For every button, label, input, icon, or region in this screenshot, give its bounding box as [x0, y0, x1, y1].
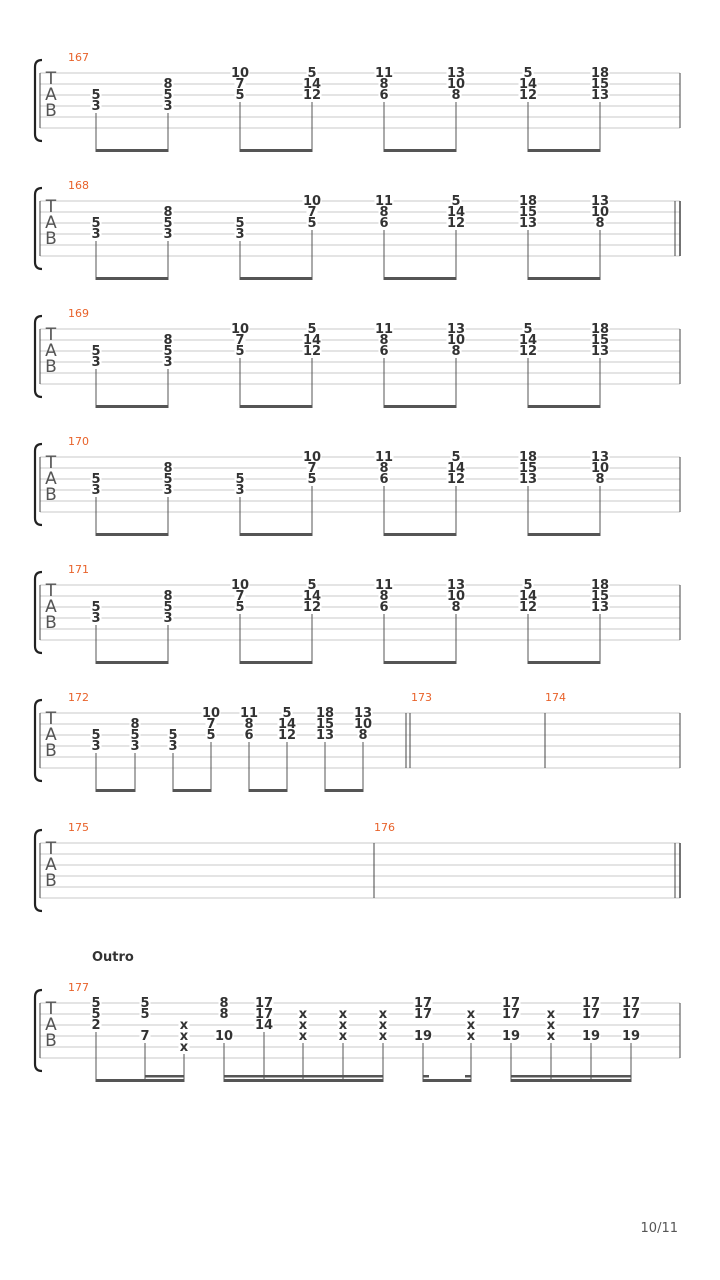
tab-clef-letter: T — [45, 839, 57, 859]
dead-note: x — [378, 1007, 388, 1022]
fret-number: 14 — [518, 589, 538, 604]
tab-system — [35, 572, 680, 664]
beam — [145, 1075, 184, 1078]
tab-clef-letter: T — [45, 999, 57, 1019]
beam — [249, 789, 287, 792]
beam — [384, 405, 456, 408]
fret-number: 10 — [230, 322, 250, 337]
fret-number: 11 — [374, 578, 394, 593]
dead-note: x — [378, 1018, 388, 1033]
fret-number: 10 — [214, 1029, 234, 1044]
tab-clef-letter: A — [45, 469, 57, 489]
dead-note: x — [466, 1029, 476, 1044]
bar-number: 168 — [68, 179, 89, 192]
fret-number: 14 — [518, 77, 538, 92]
bar-number: 167 — [68, 51, 89, 64]
fret-number: 15 — [590, 589, 610, 604]
fret-number: 5 — [91, 600, 101, 615]
fret-number: 5 — [140, 1007, 150, 1022]
tab-system — [35, 316, 680, 408]
fret-number: 17 — [254, 996, 274, 1011]
dead-note: x — [298, 1018, 308, 1033]
fret-number: 18 — [590, 322, 610, 337]
fret-number: 3 — [163, 227, 173, 242]
beam — [96, 789, 135, 792]
dead-note: x — [466, 1018, 476, 1033]
fret-number: 10 — [302, 194, 322, 209]
fret-number: 10 — [230, 578, 250, 593]
fret-number: 3 — [163, 99, 173, 114]
tab-clef-letter: A — [45, 855, 57, 875]
fret-number: 10 — [302, 450, 322, 465]
fret-number: 7 — [235, 589, 245, 604]
fret-number: 17 — [413, 996, 433, 1011]
tab-clef-letter: T — [45, 325, 57, 345]
fret-number: 14 — [302, 77, 322, 92]
dead-note: x — [546, 1007, 556, 1022]
fret-number: 10 — [230, 66, 250, 81]
beam — [173, 789, 211, 792]
bar-number: 176 — [374, 821, 395, 834]
fret-number: 18 — [518, 194, 538, 209]
tab-clef-letter: A — [45, 597, 57, 617]
fret-number: 5 — [163, 344, 173, 359]
fret-number: 18 — [590, 578, 610, 593]
fret-number: 5 — [168, 728, 178, 743]
system-bracket — [35, 700, 42, 781]
beam — [240, 661, 312, 664]
fret-number: 7 — [307, 205, 317, 220]
fret-number: 10 — [446, 333, 466, 348]
fret-number: 5 — [91, 728, 101, 743]
tab-clef-letter: B — [45, 1031, 57, 1051]
fret-number: 6 — [244, 728, 254, 743]
bar-number: 174 — [545, 691, 566, 704]
dead-note: x — [466, 1007, 476, 1022]
fret-number: 5 — [235, 216, 245, 231]
fret-number: 8 — [163, 461, 173, 476]
fret-number: 19 — [621, 1029, 641, 1044]
fret-number: 13 — [518, 472, 538, 487]
system-bracket — [35, 444, 42, 525]
fret-number: 13 — [590, 344, 610, 359]
fret-number: 7 — [140, 1029, 150, 1044]
fret-number: 7 — [235, 77, 245, 92]
beam — [528, 149, 600, 152]
dead-note: x — [546, 1018, 556, 1033]
fret-number: 14 — [254, 1018, 274, 1033]
fret-number: 5 — [282, 706, 292, 721]
fret-number: 17 — [621, 1007, 641, 1022]
fret-number: 5 — [91, 344, 101, 359]
fret-number: 8 — [163, 589, 173, 604]
fret-number: 5 — [91, 1007, 101, 1022]
fret-number: 5 — [91, 472, 101, 487]
dead-note: x — [179, 1018, 189, 1033]
fret-number: 3 — [91, 483, 101, 498]
fret-number: 17 — [413, 1007, 433, 1022]
fret-number: 13 — [315, 728, 335, 743]
tab-clef-letter: B — [45, 741, 57, 761]
fret-number: 10 — [201, 706, 221, 721]
fret-number: 10 — [590, 461, 610, 476]
fret-number: 15 — [315, 717, 335, 732]
tab-system — [35, 60, 680, 152]
fret-number: 5 — [307, 66, 317, 81]
fret-number: 12 — [302, 88, 322, 103]
bar-number: 170 — [68, 435, 89, 448]
fret-number: 12 — [302, 600, 322, 615]
dead-note: x — [338, 1029, 348, 1044]
fret-number: 15 — [518, 461, 538, 476]
system-bracket — [35, 60, 42, 141]
fret-number: 5 — [235, 344, 245, 359]
beam — [465, 1075, 471, 1078]
fret-number: 3 — [91, 99, 101, 114]
fret-number: 5 — [451, 450, 461, 465]
fret-number: 14 — [302, 589, 322, 604]
fret-number: 13 — [518, 216, 538, 231]
fret-number: 5 — [523, 578, 533, 593]
beam — [224, 1075, 383, 1078]
fret-number: 12 — [518, 88, 538, 103]
beam — [511, 1075, 631, 1078]
fret-number: 8 — [379, 589, 389, 604]
fret-number: 10 — [590, 205, 610, 220]
fret-number: 13 — [353, 706, 373, 721]
dead-note: x — [338, 1018, 348, 1033]
section-title-outro: Outro — [92, 950, 134, 965]
tab-system — [35, 188, 680, 280]
tab-clef-letter: T — [45, 197, 57, 217]
fret-number: 3 — [235, 483, 245, 498]
beam — [384, 149, 456, 152]
fret-number: 12 — [277, 728, 297, 743]
fret-number: 5 — [163, 216, 173, 231]
fret-number: 5 — [523, 322, 533, 337]
fret-number: 5 — [235, 472, 245, 487]
fret-number: 17 — [581, 996, 601, 1011]
tab-clef-letter: B — [45, 871, 57, 891]
fret-number: 5 — [163, 472, 173, 487]
fret-number: 5 — [163, 88, 173, 103]
fret-number: 3 — [130, 739, 140, 754]
fret-number: 11 — [239, 706, 259, 721]
fret-number: 8 — [451, 344, 461, 359]
fret-number: 12 — [302, 344, 322, 359]
fret-number: 17 — [581, 1007, 601, 1022]
fret-number: 12 — [446, 472, 466, 487]
fret-number: 11 — [374, 322, 394, 337]
fret-number: 15 — [518, 205, 538, 220]
fret-number: 5 — [451, 194, 461, 209]
fret-number: 13 — [590, 88, 610, 103]
tab-clef-letter: B — [45, 101, 57, 121]
beam — [96, 661, 168, 664]
beam — [240, 533, 312, 536]
fret-number: 8 — [163, 205, 173, 220]
tab-clef-letter: T — [45, 581, 57, 601]
fret-number: 13 — [446, 578, 466, 593]
beam — [96, 533, 168, 536]
fret-number: 8 — [451, 600, 461, 615]
fret-number: 5 — [235, 600, 245, 615]
beam — [325, 789, 363, 792]
beam — [423, 1079, 471, 1082]
fret-number: 6 — [379, 600, 389, 615]
dead-note: x — [298, 1007, 308, 1022]
fret-number: 12 — [446, 216, 466, 231]
fret-number: 5 — [91, 216, 101, 231]
fret-number: 6 — [379, 88, 389, 103]
fret-number: 17 — [501, 996, 521, 1011]
fret-number: 11 — [374, 194, 394, 209]
tab-clef-letter: B — [45, 229, 57, 249]
fret-number: 8 — [451, 88, 461, 103]
fret-number: 12 — [518, 344, 538, 359]
fret-number: 8 — [163, 333, 173, 348]
tab-clef-letter: B — [45, 357, 57, 377]
fret-number: 5 — [140, 996, 150, 1011]
system-bracket — [35, 990, 42, 1071]
fret-number: 14 — [518, 333, 538, 348]
beam — [528, 277, 600, 280]
dead-note: x — [179, 1029, 189, 1044]
dead-note: x — [179, 1040, 189, 1055]
dead-note: x — [378, 1029, 388, 1044]
fret-number: 13 — [590, 600, 610, 615]
beam — [423, 1075, 429, 1078]
fret-number: 14 — [446, 205, 466, 220]
bar-number: 173 — [411, 691, 432, 704]
bar-number: 169 — [68, 307, 89, 320]
dead-note: x — [338, 1007, 348, 1022]
tab-system — [35, 444, 680, 536]
beam — [96, 277, 168, 280]
beam — [96, 1079, 184, 1082]
beam — [96, 149, 168, 152]
fret-number: 11 — [374, 450, 394, 465]
tab-clef-letter: A — [45, 725, 57, 745]
fret-number: 3 — [91, 739, 101, 754]
beam — [384, 533, 456, 536]
fret-number: 3 — [91, 611, 101, 626]
beam — [528, 405, 600, 408]
tab-clef-letter: A — [45, 1015, 57, 1035]
fret-number: 7 — [235, 333, 245, 348]
system-bracket — [35, 188, 42, 269]
fret-number: 5 — [235, 88, 245, 103]
fret-number: 10 — [353, 717, 373, 732]
page-number: 10/11 — [640, 1221, 678, 1236]
fret-number: 3 — [163, 355, 173, 370]
fret-number: 14 — [302, 333, 322, 348]
beam — [528, 661, 600, 664]
bar-number: 175 — [68, 821, 89, 834]
tab-clef-letter: A — [45, 213, 57, 233]
fret-number: 18 — [590, 66, 610, 81]
fret-number: 3 — [168, 739, 178, 754]
beam — [384, 661, 456, 664]
fret-number: 7 — [307, 461, 317, 476]
fret-number: 8 — [379, 333, 389, 348]
beam — [96, 405, 168, 408]
fret-number: 5 — [307, 578, 317, 593]
fret-number: 2 — [91, 1018, 101, 1033]
fret-number: 19 — [501, 1029, 521, 1044]
fret-number: 17 — [501, 1007, 521, 1022]
tab-clef-letter: T — [45, 69, 57, 89]
fret-number: 3 — [91, 355, 101, 370]
beam — [528, 533, 600, 536]
fret-number: 5 — [523, 66, 533, 81]
fret-number: 3 — [235, 227, 245, 242]
fret-number: 8 — [219, 996, 229, 1011]
fret-number: 13 — [446, 322, 466, 337]
fret-number: 15 — [590, 333, 610, 348]
fret-number: 3 — [163, 483, 173, 498]
fret-number: 3 — [163, 611, 173, 626]
tab-clef-letter: T — [45, 709, 57, 729]
fret-number: 5 — [91, 88, 101, 103]
tab-clef-letter: T — [45, 453, 57, 473]
fret-number: 10 — [446, 589, 466, 604]
fret-number: 17 — [621, 996, 641, 1011]
fret-number: 5 — [163, 600, 173, 615]
fret-number: 8 — [219, 1007, 229, 1022]
fret-number: 8 — [595, 216, 605, 231]
fret-number: 14 — [277, 717, 297, 732]
beam — [511, 1079, 631, 1082]
system-bracket — [35, 572, 42, 653]
fret-number: 8 — [130, 717, 140, 732]
tab-clef-letter: A — [45, 341, 57, 361]
fret-number: 10 — [446, 77, 466, 92]
fret-number: 5 — [130, 728, 140, 743]
system-bracket — [35, 830, 42, 911]
beam — [240, 277, 312, 280]
fret-number: 8 — [379, 205, 389, 220]
bar-number: 172 — [68, 691, 89, 704]
dead-note: x — [546, 1029, 556, 1044]
fret-number: 13 — [446, 66, 466, 81]
fret-number: 18 — [315, 706, 335, 721]
fret-number: 8 — [358, 728, 368, 743]
fret-number: 7 — [206, 717, 216, 732]
fret-number: 12 — [518, 600, 538, 615]
beam — [224, 1079, 383, 1082]
tab-clef-letter: B — [45, 485, 57, 505]
fret-number: 5 — [206, 728, 216, 743]
fret-number: 19 — [581, 1029, 601, 1044]
fret-number: 19 — [413, 1029, 433, 1044]
fret-number: 8 — [379, 461, 389, 476]
beam — [240, 149, 312, 152]
fret-number: 13 — [590, 450, 610, 465]
fret-number: 6 — [379, 216, 389, 231]
fret-number: 8 — [163, 77, 173, 92]
fret-number: 18 — [518, 450, 538, 465]
fret-number: 6 — [379, 344, 389, 359]
system-bracket — [35, 316, 42, 397]
fret-number: 13 — [590, 194, 610, 209]
fret-number: 8 — [379, 77, 389, 92]
fret-number: 3 — [91, 227, 101, 242]
fret-number: 14 — [446, 461, 466, 476]
tab-clef-letter: B — [45, 613, 57, 633]
beam — [240, 405, 312, 408]
bar-number: 177 — [68, 981, 89, 994]
fret-number: 5 — [307, 216, 317, 231]
fret-number: 5 — [307, 472, 317, 487]
tab-clef-letter: A — [45, 85, 57, 105]
fret-number: 15 — [590, 77, 610, 92]
fret-number: 6 — [379, 472, 389, 487]
fret-number: 8 — [595, 472, 605, 487]
fret-number: 17 — [254, 1007, 274, 1022]
fret-number: 5 — [91, 996, 101, 1011]
fret-number: 11 — [374, 66, 394, 81]
beam — [384, 277, 456, 280]
fret-number: 5 — [307, 322, 317, 337]
dead-note: x — [298, 1029, 308, 1044]
bar-number: 171 — [68, 563, 89, 576]
fret-number: 8 — [244, 717, 254, 732]
tab-system — [35, 830, 680, 911]
